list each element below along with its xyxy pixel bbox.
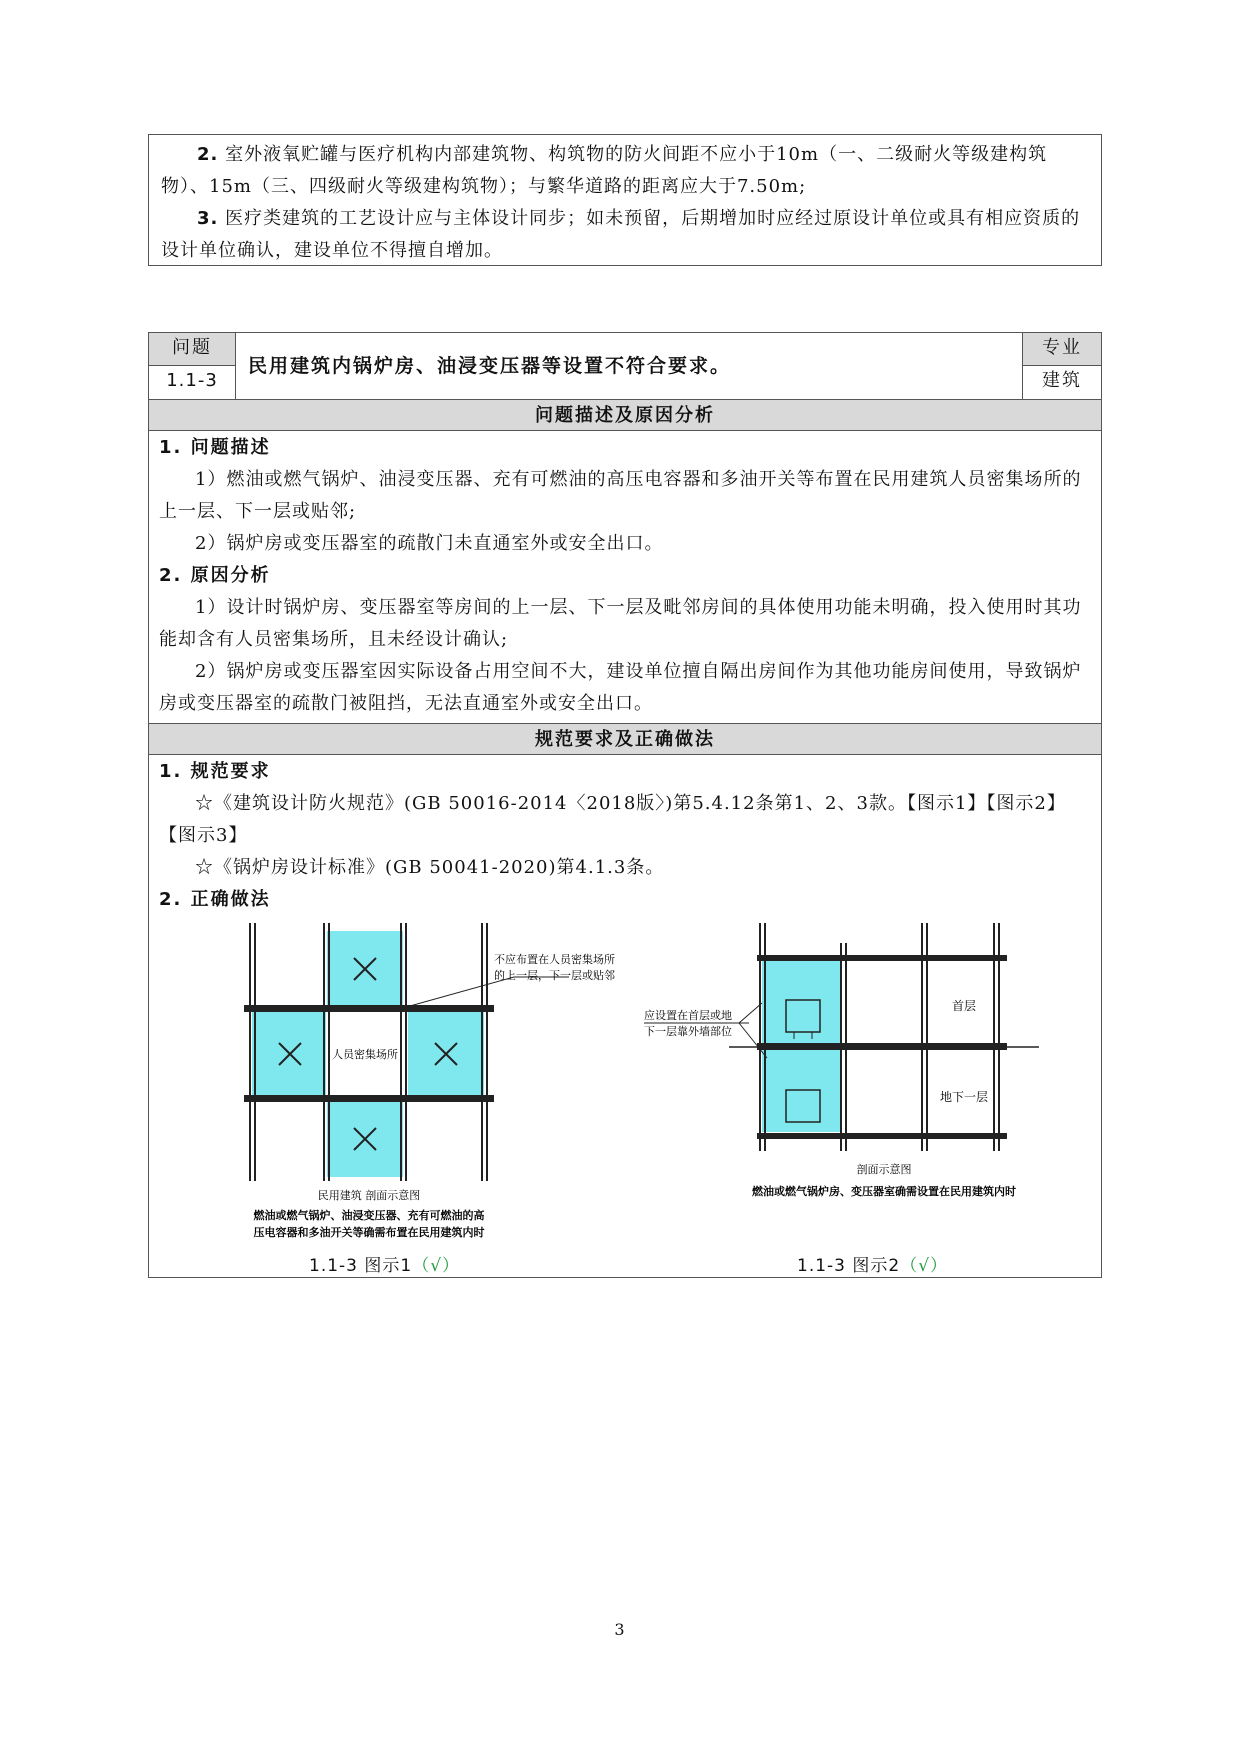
fig1-desc-line2: 压电容器和多油开关等确需布置在民用建筑内时	[253, 1226, 485, 1239]
page-number: 3	[614, 1620, 625, 1639]
discipline-value: 建筑	[1042, 370, 1082, 391]
analysis-body	[159, 432, 1089, 720]
fig1-callout-line2: 的上一层，下一层或贴邻	[494, 969, 615, 982]
fig2-room-basement	[762, 1050, 840, 1132]
fig2-callout-line2: 下一层靠外墙部位	[644, 1025, 732, 1038]
desc-item: 1）燃油或燃气锅炉、油浸变压器、充有可燃油的高压电容器和多油开关等布置在民用建筑人员密集场所的上一层、下一层或贴邻;	[159, 469, 1082, 522]
note-item: 3. 医疗类建筑的工艺设计应与主体设计同步；如未预留，后期增加时应经过原设计单位或具有相应资质的设计单位确认，建设单位不得擅自增加。	[161, 208, 1081, 261]
problem-id: 1.1-3	[149, 366, 236, 399]
requirements-body	[159, 756, 1089, 916]
cause-item: 2）锅炉房或变压器室因实际设备占用空间不大，建设单位擅自隔出房间作为其他功能房间使用，导致锅炉房或变压器室的疏散门被阻挡，无法直通室外或安全出口。	[159, 661, 1082, 714]
cause-item: 1）设计时锅炉房、变压器室等房间的上一层、下一层及毗邻房间的具体使用功能未明确，投入使用时其功能却含有人员密集场所，且未经设计确认;	[159, 597, 1082, 650]
section-requirements-title: 规范要求及正确做法	[149, 723, 1101, 755]
fig2-floor1-label: 首层	[951, 999, 977, 1013]
issue-title: 民用建筑内锅炉房、油浸变压器等设置不符合要求。	[236, 333, 1023, 399]
fig2-caption: 1.1-3 图示2（√）	[797, 1256, 949, 1276]
correct-heading: 2. 正确做法	[159, 889, 271, 910]
note-item: 2. 室外液氧贮罐与医疗机构内部建筑物、构筑物的防火间距不应小于10m（一、二级耐火等级建构筑物）、15m（三、四级耐火等级建构筑物）；与繁华道路的距离应大于7.50m;	[161, 144, 1048, 197]
cause-heading: 2. 原因分析	[159, 565, 271, 586]
section-analysis-title: 问题描述及原因分析	[149, 399, 1101, 431]
fig1-desc-line1: 燃油或燃气锅炉、油浸变压器、充有可燃油的高	[253, 1209, 485, 1222]
req-item: ☆《锅炉房设计标准》(GB 50041-2020)第4.1.3条。	[195, 857, 665, 878]
figure2-diagram	[589, 923, 1059, 1223]
fig1-callout-line1: 不应布置在人员密集场所	[494, 953, 615, 966]
fig2-basement-label: 地下一层	[939, 1090, 989, 1104]
note-box	[148, 134, 1102, 266]
desc-heading: 1. 问题描述	[159, 437, 271, 458]
fig2-callout-line1: 应设置在首层或地	[644, 1009, 732, 1022]
fig2-room-ground	[762, 961, 840, 1043]
discipline-label: 专业	[1023, 333, 1101, 366]
problem-label: 问题	[149, 333, 236, 366]
req-item: ☆《建筑设计防火规范》(GB 50016-2014〈2018版〉)第5.4.12条第1、2、3款。【图示1】【图示2】【图示3】	[159, 793, 1066, 846]
figure1-diagram	[244, 923, 644, 1243]
fig1-room-label: 人员密集场所	[332, 1048, 398, 1061]
fig1-section-label: 民用建筑 剖面示意图	[317, 1189, 421, 1202]
fig2-desc: 燃油或燃气锅炉房、变压器室确需设置在民用建筑内时	[752, 1185, 1016, 1198]
fig1-caption: 1.1-3 图示1（√）	[309, 1256, 461, 1276]
desc-item: 2）锅炉房或变压器室的疏散门未直通室外或安全出口。	[195, 533, 664, 554]
req-heading: 1. 规范要求	[159, 761, 271, 782]
fig2-section-label: 剖面示意图	[856, 1163, 912, 1176]
issue-table	[148, 332, 1102, 1278]
